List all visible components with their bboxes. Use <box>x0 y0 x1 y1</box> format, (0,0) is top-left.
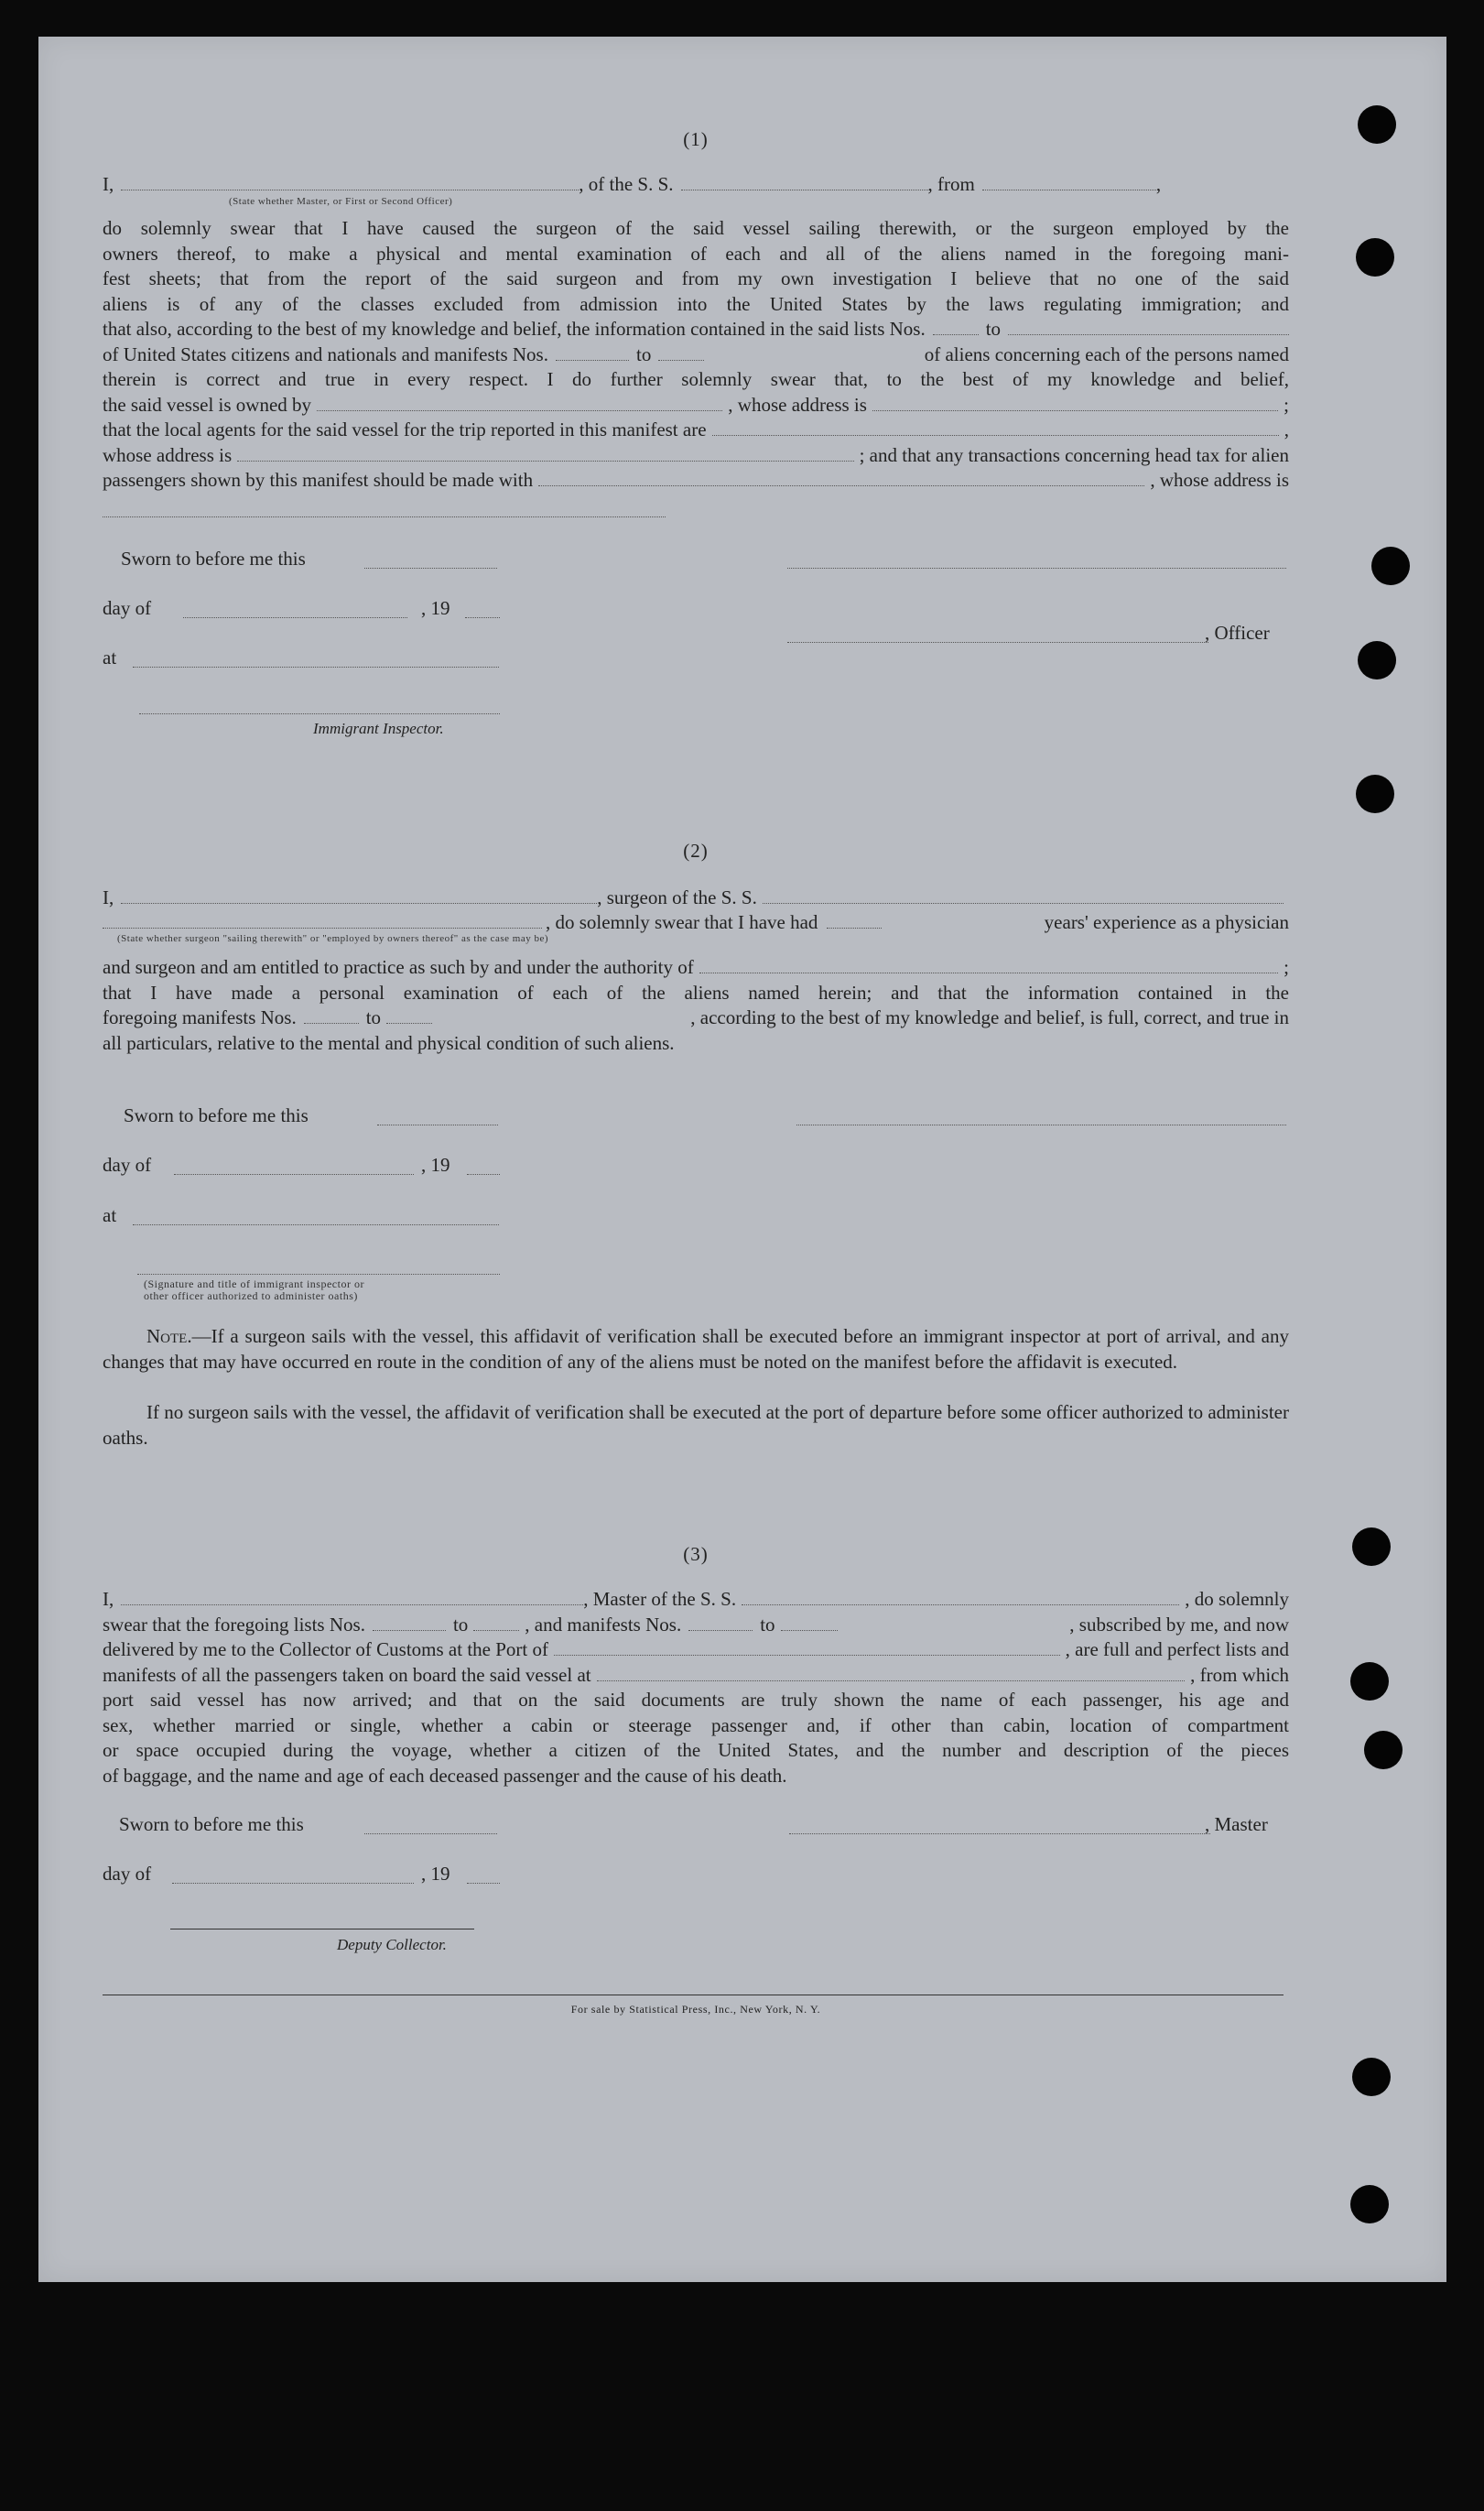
surgeon-caption: (State whether surgeon "sailing therewith" or "employed by owners thereof" as the case may be) <box>117 933 549 944</box>
field-day-month-1[interactable] <box>183 616 407 618</box>
section-2-line-2 <box>103 910 1289 935</box>
field-list-to[interactable] <box>1008 321 1289 335</box>
text: swear that the foregoing lists Nos. <box>103 1613 365 1636</box>
section-1-line-1 <box>103 172 1289 197</box>
text: I, <box>103 886 114 908</box>
text-line <box>103 1637 1289 1663</box>
field-year-1[interactable] <box>465 616 500 618</box>
field-head-tax-party[interactable] <box>538 471 1144 486</box>
master-label: , Master <box>1205 1813 1268 1835</box>
field-sworn-date-2[interactable] <box>377 1124 498 1125</box>
field-manifests-from-2[interactable] <box>304 1010 359 1024</box>
text: whose address is <box>103 443 233 466</box>
sig-caption-2b: other officer authorized to administer oaths) <box>144 1289 358 1302</box>
text: , do solemnly swear that I have had <box>546 911 818 933</box>
text-line <box>103 418 1289 443</box>
field-year-3[interactable] <box>467 1882 500 1884</box>
text: to <box>985 318 1002 340</box>
text: delivered by me to the Collector of Customs at the Port of <box>103 1638 548 1660</box>
text: , whose address is <box>728 393 867 416</box>
field-from-port[interactable] <box>982 177 1156 190</box>
punch-hole <box>1358 105 1396 144</box>
field-year-2[interactable] <box>467 1173 500 1175</box>
field-owner-address[interactable] <box>872 396 1278 411</box>
text: that the local agents for the said vessel for the trip reported in this manifest are <box>103 418 707 440</box>
section-2-number: (2) <box>683 840 709 862</box>
punch-hole <box>1352 1527 1391 1566</box>
at-label-2: at <box>103 1204 117 1226</box>
text-line: do solemnly swear that I have caused the surgeon of the said vessel sailing therewith, or the surgeon employed by the <box>103 217 1289 239</box>
text: , do solemnly <box>1185 1588 1289 1610</box>
text-line: owners thereof, to make a physical and mental examination of each and all of the aliens named in the foregoing mani- <box>103 242 1289 265</box>
field-master-signature[interactable] <box>789 1832 1210 1834</box>
section-1-number: (1) <box>683 128 709 150</box>
field-day-month-2[interactable] <box>174 1173 414 1175</box>
text: to <box>635 342 652 365</box>
field-manifests-to-3[interactable] <box>781 1617 838 1631</box>
punch-hole <box>1364 1731 1403 1769</box>
field-agents-address[interactable] <box>237 446 853 462</box>
text: ; <box>1284 393 1290 416</box>
text-line: or space occupied during the voyage, whether a citizen of the United States, and the number and description of the pieces <box>103 1739 1289 1761</box>
text: to <box>365 1006 382 1028</box>
text-line <box>103 443 1289 469</box>
field-embark-port[interactable] <box>597 1666 1186 1681</box>
field-day-month-3[interactable] <box>172 1882 414 1884</box>
text: to <box>760 1613 775 1636</box>
field-at-place-2[interactable] <box>133 1223 499 1225</box>
text: , subscribed by me, and now <box>1069 1613 1289 1636</box>
field-surgeon-status[interactable] <box>103 915 542 929</box>
field-list-from[interactable] <box>933 321 979 335</box>
text-line <box>103 1663 1289 1689</box>
sworn-label-2: Sworn to before me this <box>124 1104 309 1126</box>
text-line: of baggage, and the name and age of each deceased passenger and the cause of his death. <box>103 1764 787 1787</box>
section-3-number: (3) <box>683 1543 709 1565</box>
day-of-label-2: day of <box>103 1154 152 1176</box>
text-line <box>103 468 1289 494</box>
field-surgeon-signature[interactable] <box>796 1124 1286 1125</box>
sig-caption-2a: (Signature and title of immigrant inspector or <box>144 1277 364 1290</box>
text: ; <box>1284 956 1289 978</box>
year-label-1: , 19 <box>421 597 450 619</box>
field-local-agents[interactable] <box>712 420 1279 436</box>
section-3-paragraph <box>103 1587 1289 1788</box>
field-authority[interactable] <box>699 958 1278 973</box>
punch-hole <box>1371 547 1410 585</box>
field-officer-signature-1[interactable] <box>787 567 1286 569</box>
printer-footer: For sale by Statistical Press, Inc., New York, N. Y. <box>570 2003 821 2016</box>
year-label-2: , 19 <box>421 1154 450 1176</box>
year-label-3: , 19 <box>421 1863 450 1885</box>
text: , <box>1155 173 1162 195</box>
note-body: —If a surgeon sails with the vessel, this affidavit of verification shall be executed before an immigrant inspector at port of arrival, and any changes that may have occurred en route in the condition of any of the aliens must be noted on the manifest before the affidavit is executed. <box>103 1325 1289 1373</box>
text-line <box>103 1587 1289 1613</box>
text: , from which <box>1190 1663 1289 1686</box>
field-sworn-date-1[interactable] <box>364 567 497 569</box>
punch-hole <box>1358 641 1396 679</box>
officer-label: , Officer <box>1205 622 1270 644</box>
text: , from <box>927 173 975 195</box>
text: ; and that any transactions concerning head tax for alien <box>859 443 1289 466</box>
text-line <box>103 1613 1289 1638</box>
text-line: port said vessel has now arrived; and that on the said documents are truly shown the name of each passenger, his age and <box>103 1689 1289 1711</box>
text-line <box>103 342 1289 368</box>
field-lists-from-3[interactable] <box>373 1617 446 1631</box>
text: to <box>452 1613 469 1636</box>
text: I, <box>103 173 114 195</box>
field-manifest-to[interactable] <box>658 347 704 361</box>
field-officer-signature-2[interactable] <box>787 641 1208 643</box>
field-master-name[interactable] <box>121 1592 583 1605</box>
text: , according to the best of my knowledge and belief, is full, correct, and true in <box>690 1006 1289 1028</box>
text: , of the S. S. <box>579 173 674 195</box>
text: , Master of the S. S. <box>583 1588 737 1610</box>
day-of-label-3: day of <box>103 1863 152 1885</box>
text: passengers shown by this manifest should be made with <box>103 469 534 491</box>
text: and surgeon and am entitled to practice as such by and under the authority of <box>103 956 694 978</box>
day-of-label-1: day of <box>103 597 152 619</box>
inspector-caption: Immigrant Inspector. <box>313 720 444 737</box>
text-line <box>103 393 1289 418</box>
text-line <box>103 955 1289 981</box>
text: foregoing manifests Nos. <box>103 1006 297 1028</box>
text: , <box>1284 418 1289 440</box>
field-owner[interactable] <box>317 396 722 411</box>
punch-hole <box>1356 238 1394 277</box>
field-manifests-from-3[interactable] <box>688 1617 753 1631</box>
field-master-ship[interactable] <box>742 1590 1179 1605</box>
field-head-tax-address[interactable] <box>103 516 666 517</box>
text-line: aliens is of any of the classes excluded from admission into the United States by the laws regulating immigration; and <box>103 292 1289 315</box>
text: manifests of all the passengers taken on board the said vessel at <box>103 1663 591 1686</box>
punch-hole <box>1352 2058 1391 2096</box>
text-line <box>103 317 1289 342</box>
field-years-experience[interactable] <box>827 915 882 929</box>
text: of aliens concerning each of the persons named <box>924 342 1289 365</box>
field-ship-name[interactable] <box>681 177 928 190</box>
text: the said vessel is owned by <box>103 393 312 416</box>
text-line: sex, whether married or single, whether a cabin or steerage passenger and, if other than cabin, location of compartment <box>103 1713 1289 1736</box>
text-line: that I have made a personal examination of each of the aliens named herein; and that the information contained in the <box>103 981 1289 1004</box>
sworn-label-1: Sworn to before me this <box>121 548 306 570</box>
note-paragraph <box>103 1324 1289 1375</box>
field-officer-name[interactable] <box>121 177 579 190</box>
field-at-place-1[interactable] <box>133 666 499 668</box>
deputy-caption: Deputy Collector. <box>337 1936 447 1953</box>
field-customs-port[interactable] <box>554 1640 1060 1656</box>
text: , whose address is <box>1150 469 1289 491</box>
note-heading: Note. <box>146 1325 192 1347</box>
text: years' experience as a physician <box>1044 911 1289 933</box>
text: , are full and perfect lists and <box>1065 1638 1289 1660</box>
punch-hole <box>1356 775 1394 813</box>
sworn-label-3: Sworn to before me this <box>119 1813 304 1835</box>
punch-hole <box>1350 2185 1389 2223</box>
text: of United States citizens and nationals and manifests Nos. <box>103 342 548 365</box>
field-manifests-to-2[interactable] <box>386 1010 432 1024</box>
field-manifest-from[interactable] <box>556 347 629 361</box>
text-line: fest sheets; that from the report of the said surgeon and from my own investigation I believe that no one of the said <box>103 267 1289 289</box>
section-2-paragraph <box>103 955 1289 1056</box>
text: , surgeon of the S. S. <box>597 886 757 908</box>
text: I, <box>103 1588 114 1610</box>
section-2-line-1 <box>103 886 1289 910</box>
field-administering-officer[interactable] <box>137 1273 500 1275</box>
field-surgeon-name[interactable] <box>121 890 597 904</box>
field-sworn-date-3[interactable] <box>364 1832 497 1834</box>
field-lists-to-3[interactable] <box>473 1617 519 1631</box>
at-label-1: at <box>103 647 117 669</box>
punch-hole <box>1350 1662 1389 1701</box>
text-line <box>103 1005 1289 1031</box>
text: that also, according to the best of my knowledge and belief, the information contained in the said lists Nos. <box>103 318 926 340</box>
officer-caption: (State whether Master, or First or Second Officer) <box>229 196 453 207</box>
text: , and manifests Nos. <box>525 1613 682 1636</box>
text-line: all particulars, relative to the mental and physical condition of such aliens. <box>103 1031 675 1054</box>
field-surgeon-ship[interactable] <box>763 888 1284 904</box>
text-line: therein is correct and true in every respect. I do further solemnly swear that, to the best of my knowledge and belief, <box>103 368 1289 390</box>
section-1-paragraph <box>103 216 1289 494</box>
note-paragraph-2: If no surgeon sails with the vessel, the affidavit of verification shall be executed at the port of departure before some officer authorized to administer oaths. <box>103 1401 1289 1449</box>
field-inspector-signature[interactable] <box>139 712 500 714</box>
